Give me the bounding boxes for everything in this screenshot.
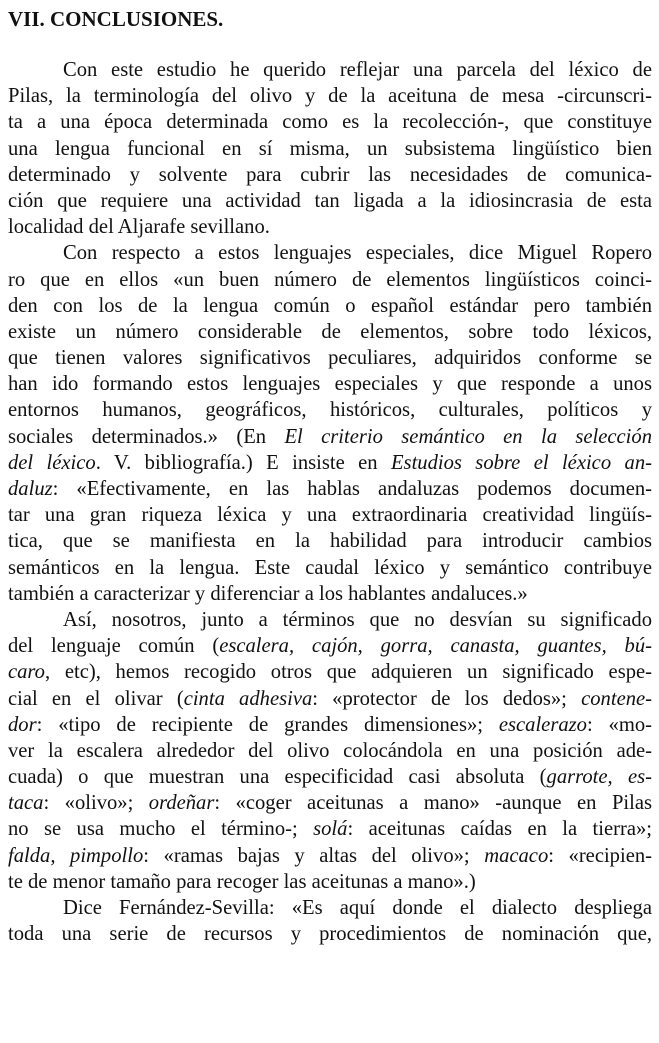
text-line [8,581,652,607]
text-line [8,790,652,816]
text-line [8,607,652,633]
text-span: del lenguaje común ( [8,635,220,658]
text-line [8,214,652,240]
text-span: también a caracterizar y diferenciar a los hablantes andaluces.» [8,582,528,605]
document-page [8,6,652,947]
body-text [8,57,652,947]
italic-text: del léxico [8,451,96,474]
text-line [8,109,652,135]
text-span: Dice Fernández-Sevilla: «Es aquí donde el dialecto despliega [63,897,652,919]
italic-text: ordeñar [148,792,215,815]
text-span: Con respecto a estos lenguajes especiales, dice Miguel Ropero [63,242,652,265]
text-line [8,712,652,738]
text-span: Con este estudio he querido reflejar una parcela del léxico de [63,59,652,81]
italic-text: cinta adhesiva [183,687,313,710]
text-line [8,528,652,554]
text-span: existe un número considerable de elementos, sobre todo léxicos, [8,320,652,343]
italic-text: garrote, es- [546,766,652,789]
text-span: toda una serie de recursos y procedimientos de nominación que, [8,923,652,946]
text-span: : aceitunas caídas en la tierra»; [347,818,652,841]
text-line [8,895,652,921]
text-line [8,869,652,895]
text-line [8,293,652,319]
text-span: determinado y solvente para cubrir las necesidades de comunica- [8,163,652,186]
italic-text: macaco [484,844,549,867]
text-line [8,267,652,293]
text-line [8,83,652,109]
italic-text: daluz [8,478,53,500]
text-line [8,843,652,869]
text-span: . V. bibliografía.) E insiste en [95,451,391,474]
text-line [8,816,652,842]
italic-text: contene- [581,687,653,710]
text-span: : «Efectivamente, en las hablas andaluzas podemos documen- [52,478,652,500]
italic-text: dor [8,713,37,736]
text-span: den con los de la lengua común o español estándar pero también [8,294,652,317]
text-span: cial en el olivar ( [8,687,184,710]
text-line [8,450,652,476]
italic-text: escalerazo [498,713,587,736]
text-line [8,240,652,266]
text-line [8,555,652,581]
text-line [8,57,652,83]
text-line [8,345,652,371]
text-span: semánticos en la lengua. Este caudal léxico y semántico contribuye [8,556,652,579]
text-span: : «tipo de recipiente de grandes dimensiones»; [36,713,499,736]
italic-text: solá [313,818,348,841]
text-span: han ido formando estos lenguajes especiales y que responde a unos [8,373,652,396]
text-span: tica, que se manifiesta en la habilidad para introducir cambios [8,530,652,553]
text-span: ver la escalera alrededor del olivo colocándola en una posición ade- [8,739,652,762]
text-span: ta a una época determinada como es la recolección-, que constituye [8,111,652,134]
text-span: entornos humanos, geográficos, históricos, culturales, políticos y [8,399,652,422]
text-span: Así, nosotros, junto a términos que no desvían su significado [63,608,652,631]
text-span: tar una gran riqueza léxica y una extraordinaria creatividad lingüís- [8,504,652,527]
text-span: cuada) o que muestran una especificidad casi absoluta ( [8,766,547,789]
text-line [8,686,652,712]
text-line [8,738,652,764]
text-line [8,502,652,528]
text-span: localidad del Aljarafe sevillano. [8,216,270,239]
text-span: sociales determinados.» (En [8,425,285,448]
text-line [8,424,652,450]
text-span: : «recipien- [548,844,652,867]
italic-text: El criterio semántico en la selección [284,425,652,448]
text-span: ro que en ellos «un buen número de elementos lingüísticos coinci- [8,268,652,291]
italic-text: caro [8,661,45,684]
italic-text: falda, pimpollo [8,844,144,867]
text-span: : «ramas bajas y altas del olivo»; [143,844,485,867]
italic-text: escalera, cajón, gorra, canasta, guantes, bú- [219,635,652,658]
text-span: : «protector de los dedos»; [312,687,582,710]
text-span: no se usa mucho el término-; [8,818,314,841]
text-span: : «mo- [586,713,653,736]
text-span: que tienen valores significativos peculiares, adquiridos conforme se [8,347,652,370]
italic-text: taca [8,792,44,815]
text-span: una lengua funcional en sí misma, un subsistema lingüístico bien [8,137,652,160]
text-line [8,476,652,502]
text-span: te de menor tamaño para recoger las aceitunas a mano».) [8,870,476,893]
text-line [8,659,652,685]
text-span: , etc), hemos recogido otros que adquieren un significado espe- [44,661,652,684]
text-span: : «olivo»; [43,792,149,815]
text-line [8,136,652,162]
section-heading: VII. CONCLUSIONES. [8,7,224,31]
italic-text: Estudios sobre el léxico an- [390,451,652,474]
text-line [8,371,652,397]
text-line [8,397,652,423]
text-span: Pilas, la terminología del olivo y de la aceituna de mesa -circunscri- [8,85,652,108]
text-line [8,319,652,345]
text-line [8,921,652,947]
text-line [8,764,652,790]
text-line [8,162,652,188]
text-line [8,188,652,214]
text-span: : «coger aceitunas a mano» -aunque en Pilas [214,792,652,815]
text-span: ción que requiere una actividad tan ligada a la idiosincrasia de esta [8,189,652,212]
text-line [8,633,652,659]
